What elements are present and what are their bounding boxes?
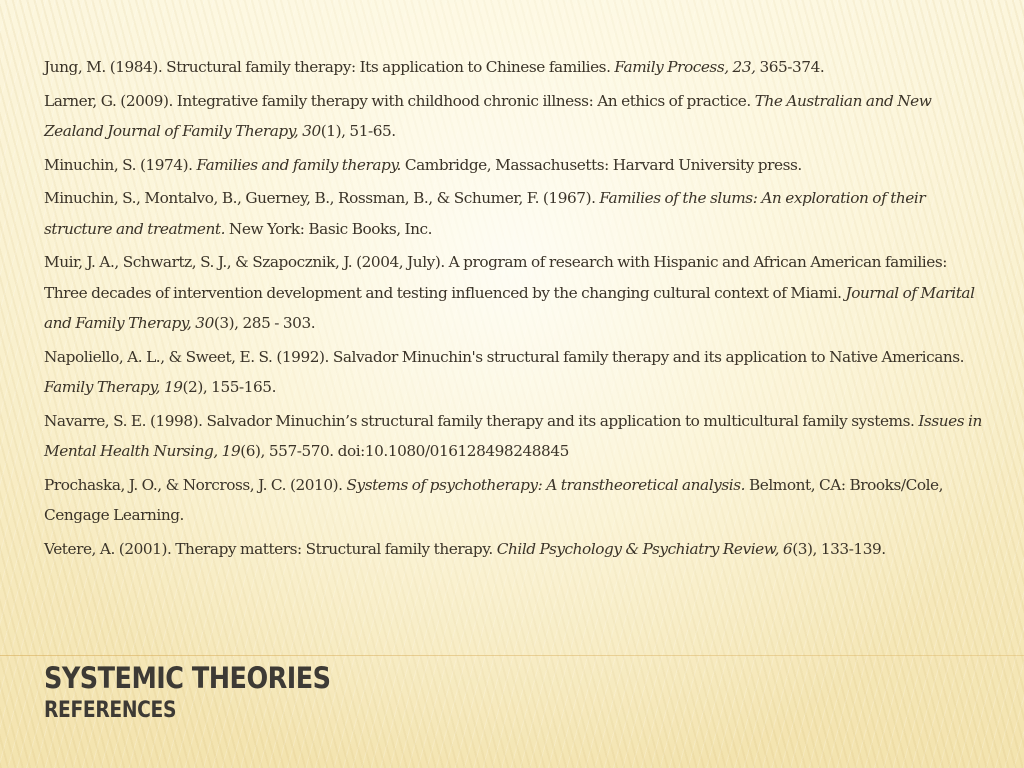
reference-source: Child Psychology & Psychiatry Review, 6 [496,539,793,558]
reference-item [44,406,994,467]
reference-item [44,86,994,147]
reference-text: Minuchin, S., Montalvo, B., Guerney, B., Rossman, B., & Schumer, F. (1967). [44,189,600,207]
title-divider [0,655,1024,656]
reference-item [44,183,994,244]
reference-source: Families and family therapy. [196,155,401,174]
reference-details: 365-374. [755,58,825,76]
reference-source: Family Therapy, 19 [44,378,183,396]
reference-item [44,470,994,531]
reference-item [44,52,994,83]
reference-details: (1), 51-65. [320,122,396,140]
reference-details: Cambridge, Massachusetts: Harvard University press. [400,155,802,174]
reference-source: The Australian and New Zealand Journal of Family Therapy, 30 [44,91,932,140]
reference-source: Families of the slums: An exploration of their structure and treatment. [44,189,926,238]
reference-source: Issues in Mental Health Nursing, 19 [44,411,982,460]
reference-source: Journal of Marital and Family Therapy, 30 [44,283,975,332]
reference-details: (6), 557-570. doi:10.1080/016128498248845 [240,442,569,460]
reference-item [44,534,994,565]
reference-text: Jung, M. (1984). Structural family therapy: Its application to Chinese families. [44,58,615,76]
reference-text: Prochaska, J. O., & Norcross, J. C. (2010). [44,475,347,494]
reference-item [44,150,994,181]
reference-text: Minuchin, S. (1974). [44,155,197,174]
reference-details: New York: Basic Books, Inc. [224,219,433,238]
reference-text: Napoliello, A. L., & Sweet, E. S. (1992). Salvador Minuchin's structural family therapy and its application to Native Americans. [44,347,965,366]
reference-text: Vetere, A. (2001). Therapy matters: Structural family therapy. [44,539,497,558]
reference-item [44,342,994,403]
reference-details: (2), 155-165. [182,378,276,396]
reference-source: Family Process, 23, [614,58,756,76]
reference-text: Larner, G. (2009). Integrative family therapy with childhood chronic illness: An ethics of practice. [44,91,755,110]
reference-text: Navarre, S. E. (1998). Salvador Minuchin’s structural family therapy and its application to multicultural family systems. [44,411,919,430]
reference-text: Muir, J. A., Schwartz, S. J., & Szapocznik, J. (2004, July). A program of research with Hispanic and African American families: Three decades of intervention development and testing influenced by the changing cultural context of Miami. [44,253,947,302]
slide-subtitle: REFERENCES [44,698,177,723]
reference-list [44,52,994,567]
reference-source: Systems of psychotherapy: A transtheoretical analysis. [346,475,746,494]
reference-item [44,247,994,339]
reference-details: Belmont, CA: Brooks/Cole, Cengage Learning. [44,475,944,524]
reference-details: (3), 285 - 303. [213,314,316,332]
reference-details: (3), 133-139. [792,539,886,558]
slide-title: SYSTEMIC THEORIES [44,661,331,695]
